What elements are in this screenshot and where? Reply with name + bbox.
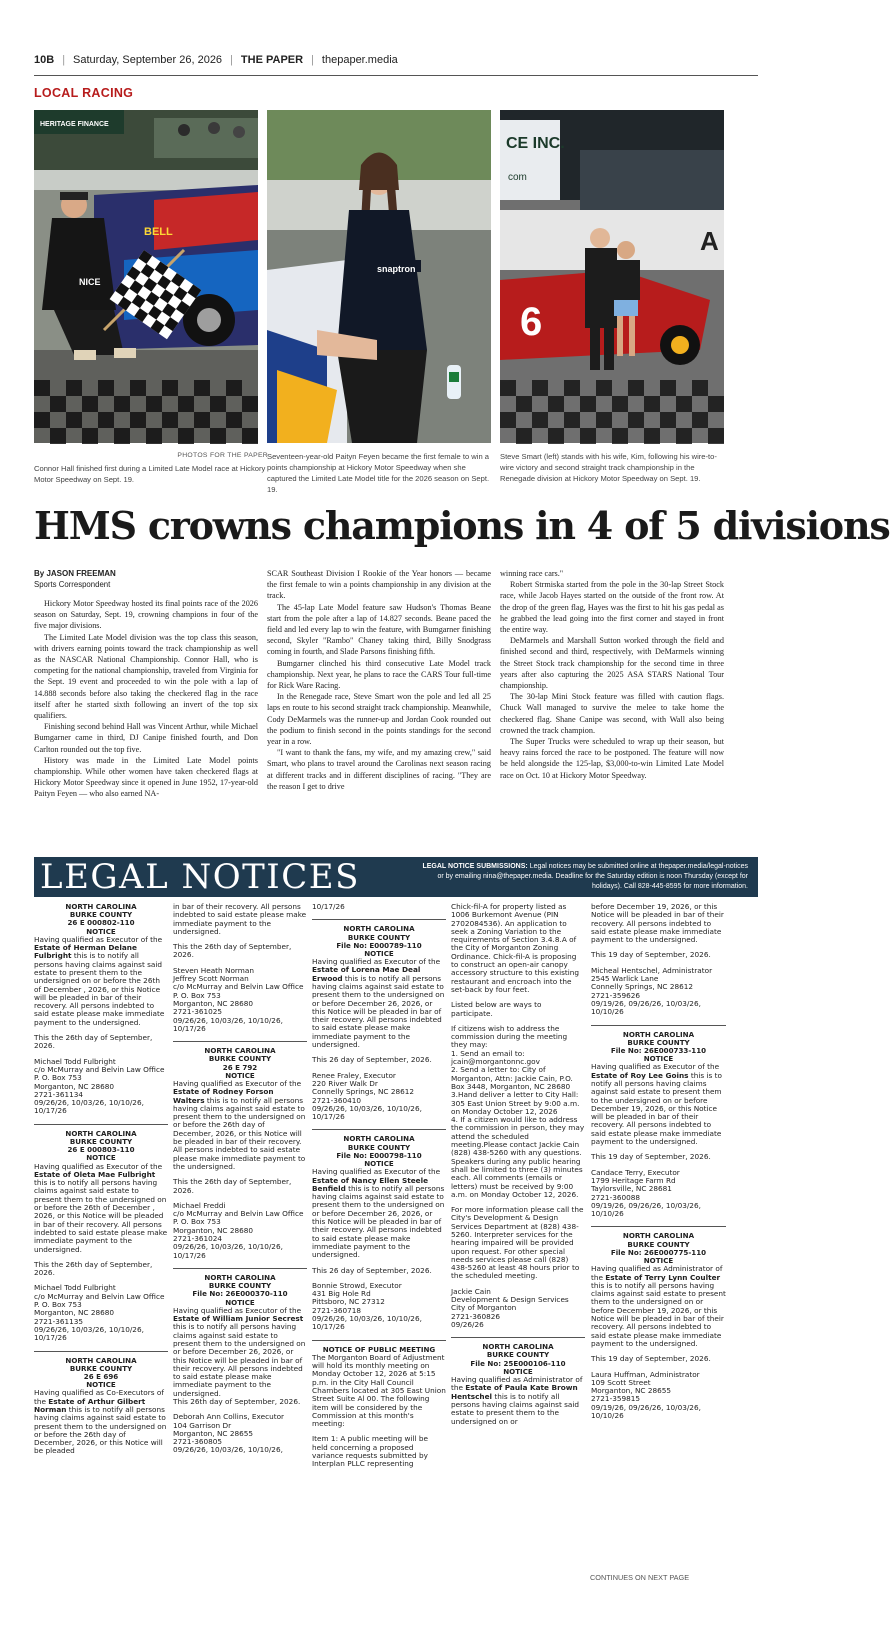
notice-heading: NORTH CAROLINA BURKE COUNTY 26 E 696 NOTICE xyxy=(65,1355,137,1390)
divider xyxy=(451,1337,585,1338)
notice-address: Candace Terry, Executor 1799 Heritage Farm Rd Taylorsville, NC 28681 2721-360088 09/19/26, 09/26/26, 10/03/26, 10/10/26 xyxy=(591,1167,701,1219)
notice-address: Deborah Ann Collins, Executor 104 Garrison Dr Morganton, NC 28655 2721-360805 09/26/26, 10/03/26, 10/10/26, xyxy=(173,1412,285,1455)
notice-address: Steven Heath Norman Jeffrey Scott Norman c/o McMurray and Belvin Law Office P. O. Box 753 Morganton, NC 28680 2721-361025 09/26/26, 10/03/26, 10/10/26, 10/17/26 xyxy=(173,965,304,1033)
edition-date: Saturday, September 26, 2026 xyxy=(73,54,223,66)
notice-body: The Morganton Board of Adjustment will hold its monthly meeting on Monday October 12, 2026 at 5:15 p.m. in the City Hall Council Chambers located at 305 East Union Street Suite Al 00. The following item will be considered by the Commission at this month's meeting: xyxy=(312,1352,446,1429)
photo-paityn-feyen xyxy=(267,110,491,443)
notice-heading: NORTH CAROLINA BURKE COUNTY 26 E 792 NOTICE xyxy=(204,1046,276,1080)
notice-heading: NORTH CAROLINA BURKE COUNTY File No: E000798-110 NOTICE xyxy=(336,1134,422,1169)
notice-heading: NORTH CAROLINA BURKE COUNTY File No: 26E000775-110 NOTICE xyxy=(610,1231,707,1266)
notice-address: Michael Todd Fulbright c/o McMurray and Belvin Law Office P. O. Box 753 Morganton, NC 28680 2721-361135 09/26/26, 10/03/26, 10/10/26, 10/17/26 xyxy=(34,1283,165,1343)
legal-column-4 xyxy=(451,903,585,1583)
divider xyxy=(34,1124,168,1125)
banner-text: HERITAGE FINANCE xyxy=(40,121,109,128)
notice-heading: NOTICE OF PUBLIC MEETING xyxy=(322,1344,436,1354)
notice-body: before December 19, 2026, or this Notice will be pleaded in bar of their recovery. All persons indebted to said estate please make immediate payment to the undersigned. xyxy=(591,902,724,945)
suit-text: NICE xyxy=(79,277,101,287)
notice-body: Having qualified as Executor of the Estate of Oleta Mae Fulbright this is to notify all persons having claims against said estate to present them to the undersigned on or before the 26th of December , 2026, or this Notice will be pleaded in bar of their recovery. All persons indebted to said estate please make immediate payment to the undersigned. xyxy=(34,1161,168,1254)
notice-date: This 19 day of September, 2026. xyxy=(591,1354,711,1364)
notice-body: Listed below are ways to participate. xyxy=(451,1000,542,1018)
divider xyxy=(173,1268,307,1269)
car-number: 6 xyxy=(520,300,543,344)
paragraph: The 30-lap Mini Stock feature was filled with caution flags. Chuck Wall managed to survive the melee to take home the checkered flag. Shane Canipe was second, with Wall also being crowned the track champion. xyxy=(500,692,724,735)
article-column-3 xyxy=(500,568,724,781)
notice-date: This 19 day of September, 2026. xyxy=(591,950,711,960)
paragraph: DeMarmels and Marshall Sutton worked through the field and finished second and third, respectively, with DeMarmels winning the Street Stock track championship for the second time in three years after also capturing the 2025 ASA STARS National Tour championship. xyxy=(500,636,724,691)
notice-body: Item 1: A public meeting will be held concerning a proposed variance requests submitted by Interplan PLLC representing xyxy=(312,1434,428,1469)
notice-heading: NORTH CAROLINA BURKE COUNTY 26 E 000802-110 NOTICE xyxy=(65,902,137,936)
headline: HMS crowns champions in 4 of 5 divisions xyxy=(34,503,890,548)
notice-date: This the 26th day of September, 2026. xyxy=(173,942,292,960)
notice-heading: NORTH CAROLINA BURKE COUNTY 26 E 000803-110 NOTICE xyxy=(65,1128,137,1163)
sign-com-text: com xyxy=(508,172,527,183)
car-number-text: BELL xyxy=(144,226,173,238)
legal-notices-title: LEGAL NOTICES xyxy=(40,857,360,897)
notice-heading: NORTH CAROLINA BURKE COUNTY File No: E000789-110 NOTICE xyxy=(336,924,422,958)
byline-role: Sports Correspondent xyxy=(34,580,111,589)
paragraph: Bumgarner clinched his third consecutive Late Model track championship. Next year, he plans to race the CARS Tour full-time for Rick Ware Racing. xyxy=(267,658,491,691)
notice-date: This 26th day of September, 2026. xyxy=(173,1396,301,1406)
divider xyxy=(312,1340,446,1341)
submission-label: LEGAL NOTICE SUBMISSIONS: xyxy=(422,863,528,870)
masthead xyxy=(34,54,758,76)
submission-text: Legal notices may be submitted online at thepaper.media/legal-notices or by emailing nina@thepaper.media. Deadline for the Saturday edition is noon Thursday (except for holidays). Call 828-445-8595 for more information. xyxy=(437,863,748,890)
legal-notices-banner xyxy=(34,857,758,897)
divider xyxy=(591,1226,726,1227)
notice-body: 10/17/26 xyxy=(312,902,345,911)
notice-heading: NORTH CAROLINA BURKE COUNTY File No: 25E000106-110 NOTICE xyxy=(470,1342,566,1376)
notice-body: Having qualified as Executor of the Estate of William Junior Secrest this is to notify all persons having claims against said estate to present them to the undersigned on or before December 26, 2026, or this Notice will be pleaded in bar of their recovery. All persons indebted to said estate please make immediate payment to the undersigned. xyxy=(173,1305,306,1398)
divider xyxy=(34,1351,168,1352)
notice-date: This the 26th day of September, 2026. xyxy=(34,1033,153,1051)
photo-steve-smart xyxy=(500,110,724,443)
separator: | xyxy=(311,54,314,66)
notice-body: Chick-fil-A for property listed as 1006 Burkemont Avenue (PIN 2702084536). An application to seek a Zoning Variation to the requirements of Section 3.4.8.A of the City of Morganton Zoning Ordinance. Chick-fil-A is proposing to construct an open-air canopy accessory structure to this existing restaurant and encroach into the set-back by four feet. xyxy=(451,902,580,994)
divider xyxy=(312,1129,446,1130)
sign-text: CE INC. xyxy=(506,135,565,152)
notice-address: Bonnie Strowd, Executor 431 Big Hole Rd Pittsboro, NC 27312 2721-360718 09/26/26, 10/03/26, 10/10/26, 10/17/26 xyxy=(312,1280,422,1332)
notice-heading: NORTH CAROLINA BURKE COUNTY File No: 26E000370-110 NOTICE xyxy=(192,1272,288,1307)
shirt-text: snaptron xyxy=(377,264,416,274)
page-number: 10B xyxy=(34,54,55,66)
notice-body: If citizens wish to address the commission during the meeting they may: 1. Send an email to: jcain@morgantonnc.gov 2. Send a letter to: City of Morganton, Attn: Jackie Cain, P.O. Box 3448, Morganton, NC 28680 3.Hand deliver a letter to City Hall: 305 East Union Street by 9:00 a.m. on Monday October 12, 2026 4. If a citizen would like to address the commission in person, they may attend the scheduled meeting.Please contact Jackie Cain (828) 438-5260 with any questions. Speakers during any public hearing shall be limited to three (3) minutes each. All comments (emails or letters) must be received by 9:00 a.m. on Monday October 12, 2026. xyxy=(451,1023,585,1199)
notice-date: This the 26th day of September, 2026. xyxy=(173,1177,292,1195)
paper-name: THE PAPER xyxy=(240,54,304,66)
notice-body: Having qualified as Administrator of the Estate of Paula Kate Brown Hentschel this is to notify all persons having claims against said estate to present them to the undersigned on or xyxy=(451,1375,583,1426)
notice-body: Having qualified as Executor of the Estate of Rodney Forson Walters this is to notify all persons having claims against said estate to present them to the undersigned on or before the 26th day of December, 2026, or this Notice will be pleaded in bar of their recovery. All persons indebted to said estate please make immediate payment to the undersigned. xyxy=(173,1078,306,1171)
notice-body: Having qualified as Executor of the Estate of Nancy Ellen Steele Benfield this is to notify all persons having claims against said estate to present them to the undersigned on or before December 26, 2026, or this Notice will be pleaded in bar of their recovery. All persons indebted to said estate please make immediate payment to the undersigned. xyxy=(312,1167,445,1260)
paragraph: SCAR Southeast Division I Rookie of the Year honors — became the first female to win a points championship in any division at the track. xyxy=(267,569,491,601)
paragraph: In the Renegade race, Steve Smart won the pole and led all 25 laps en route to his second straight track championship. Meanwhile, Cody DeMarmels was the runner-up and Jordan Cook rounded out the podium to finish second in the points standings for the second year in a row. xyxy=(267,692,491,747)
legal-notices-submission-info xyxy=(422,862,758,892)
paragraph: "I want to thank the fans, my wife, and my amazing crew," said Smart, who plans to travel around the Carolinas next season racing at different tracks and in different disciplines of racing. "They are the reason I get to drive xyxy=(267,748,491,791)
caption-2: Seventeen-year-old Paityn Feyen became the first female to win a points championship at Hickory Motor Speedway when she captured the Limited Late Model title for the 2026 season on Sept. 19. xyxy=(267,452,490,494)
notice-address: Renee Fraley, Executor 220 River Walk Dr Connelly Springs, NC 28612 2721-360410 09/26/26, 10/03/26, 10/10/26, 10/17/26 xyxy=(312,1070,422,1122)
notice-heading: NORTH CAROLINA BURKE COUNTY File No: 26E000733-110 NOTICE xyxy=(610,1029,707,1064)
legal-column-3 xyxy=(312,903,446,1583)
notice-body: Having qualified as Co-Executors of the Estate of Arthur Gilbert Norman this is to notify all persons having claims against said estate to present them to the undersigned on or before the 26th day of December, 2026, or this Notice will be pleaded xyxy=(34,1388,167,1456)
paragraph: Robert Strmiska started from the pole in the 30-lap Street Stock race, while Jacob Hayes started on the outside of the front row. At the drop of the green flag, Hayes was the first to hit his gas pedal as he grabbed the lead going into the first corner and stayed in front the entire way. xyxy=(500,580,724,635)
notice-body: Having qualified as Executor of the Estate of Herman Delane Fulbright this is to notify all persons having claims against said estate to present them to the undersigned on or before the 26th of December , 2026, or this Notice will be pleaded in bar of their recovery. All persons indebted to said estate please make immediate payment to the undersigned. xyxy=(34,934,165,1027)
notice-date: This 19 day of September, 2026. xyxy=(591,1152,711,1162)
continues-link[interactable]: CONTINUES ON NEXT PAGE xyxy=(590,1573,690,1582)
article-column-1 xyxy=(34,568,258,800)
paragraph: The Limited Late Model division was the top class this season, with drivers earning points toward the track championship as well as the NASCAR National Championship. Connor Hall, who is competing for the national championship, traveled from Virginia for the Sept. 19 event and proceeded to win the pole with a lap of 14.888 seconds before also taking the checkered flag in the race itself after he started sixth following an invert of the top six qualifiers. xyxy=(34,632,258,721)
paragraph: History was made in the Limited Late Model points championship. While other women have taken checkered flags at Hickory Motor Speedway since it opened in June 1952, 17-year-old Paityn Feyen — who also earned NA- xyxy=(34,755,258,799)
legal-column-2 xyxy=(173,903,307,1583)
divider xyxy=(173,1041,307,1042)
notice-date: This 26 day of September, 2026. xyxy=(312,1055,432,1065)
notice-address: Michael Todd Fulbright c/o McMurray and Belvin Law Office P. O. Box 753 Morganton, NC 28680 2721-361134 09/26/26, 10/03/26, 10/10/26, 10/17/26 xyxy=(34,1056,165,1116)
notice-date: This the 26th day of September, 2026. xyxy=(34,1259,153,1278)
divider xyxy=(591,1025,726,1026)
separator: | xyxy=(62,54,66,66)
legal-column-5 xyxy=(591,903,726,1583)
paragraph: The Super Trucks were scheduled to wrap up their season, but heavy rains forced the race to be postponed. The feature will now be held alongside the 125-lap, $3,000-to-win Limited Late Model race on Oct. 10 at Hickory Motor Speedway. xyxy=(500,737,724,780)
notice-address: Jackie Cain Development & Design Services City of Morganton 2721-360826 09/26/26 xyxy=(451,1286,569,1329)
paragraph: Hickory Motor Speedway hosted its final points race of the 2026 season on Saturday, Sept. 19, crowning champions in four of the five major divisions. xyxy=(34,599,258,631)
notice-date: This 26 day of September, 2026. xyxy=(312,1265,432,1275)
legal-column-1 xyxy=(34,903,168,1583)
notice-address: Laura Huffman, Administrator 109 Scott Street Morganton, NC 28655 2721-359815 09/19/26, 09/26/26, 10/03/26, 10/10/26 xyxy=(591,1369,701,1420)
byline: By JASON FREEMAN xyxy=(34,569,116,578)
notice-body: Having qualified as Executor of the Estate of Lorena Mae Deal Erwood this is to notify all persons having claims against said estate to present them to the undersigned on or before December 26, 2026, or this Notice will be pleaded in bar of their recovery. All persons indebted to said estate please make immediate payment to the undersigned. xyxy=(312,957,445,1050)
caption-1: Connor Hall finished first during a Limited Late Model race at Hickory Motor Speedway on Sept. 19. xyxy=(34,464,266,484)
paragraph: winning race cars." xyxy=(500,569,564,578)
notice-body: For more information please call the City's Development & Design Services Department at (828) 438-5260. Interpreter services for the hearing impaired will be provided upon request. For other special needs services please call (828) 438-5260 at least 48 hours prior to the scheduled meeting. xyxy=(451,1205,584,1281)
caption-3: Steve Smart (left) stands with his wife, Kim, following his wire-to-wire victory and second straight track championship in the Renegade division at Hickory Motor Speedway on Sept. 19. xyxy=(500,452,717,483)
notice-address: Michael Freddi c/o McMurray and Belvin Law Office P. O. Box 753 Morganton, NC 28680 2721-361024 09/26/26, 10/03/26, 10/10/26, 10/17/26 xyxy=(173,1200,304,1260)
paragraph: The 45-lap Late Model feature saw Hudson's Thomas Beane start from the pole after a lap of 14.827 seconds. Beane paced the field and led every lap to win the feature, with Bumgarner finishing second, Skyler "Rambo" Chaney taking third, Billy Snodgrass coming in fourth, and Slade Parsons finishing fifth. xyxy=(267,602,491,657)
paragraph: Finishing second behind Hall was Vincent Arthur, while Michael Bumgarner came in third, DJ Canipe finished fourth, and Don Carlton rounded out the top five. xyxy=(34,722,258,754)
separator: | xyxy=(230,54,233,66)
notice-body: Having qualified as Executor of the Estate of Roy Lee Goins this is to notify all persons having claims against said estate to present them to the undersigned on or before December 19, 2026, or this Notice will be pleaded in bar of their recovery. All persons indebted to said estate please make immediate payment to the undersigned. xyxy=(591,1062,722,1147)
wall-letter-text: A xyxy=(700,226,719,256)
divider xyxy=(312,919,446,920)
notice-body: Having qualified as Administrator of the Estate of Terry Lynn Coulter this is to notify all persons having claims against said estate to present them to the undersigned on or before December 19, 2026, or this Notice will be pleaded in bar of their recovery. All persons indebted to said estate please make immediate payment to the undersigned. xyxy=(591,1264,726,1348)
notice-address: Micheal Hentschel, Administrator 2545 Warlick Lane Connelly Springs, NC 28612 2721-359626 09/19/26, 09/26/26, 10/03/26, 10/10/26 xyxy=(591,965,713,1017)
site-link[interactable]: thepaper.media xyxy=(321,54,398,66)
photo-connor-hall xyxy=(34,110,258,443)
photo-credit: PHOTOS FOR THE PAPER xyxy=(177,452,268,459)
section-label: LOCAL RACING xyxy=(34,86,134,100)
article-column-2 xyxy=(267,568,491,792)
notice-body: in bar of their recovery. All persons indebted to said estate please make immediate payment to the undersigned. xyxy=(173,902,307,936)
